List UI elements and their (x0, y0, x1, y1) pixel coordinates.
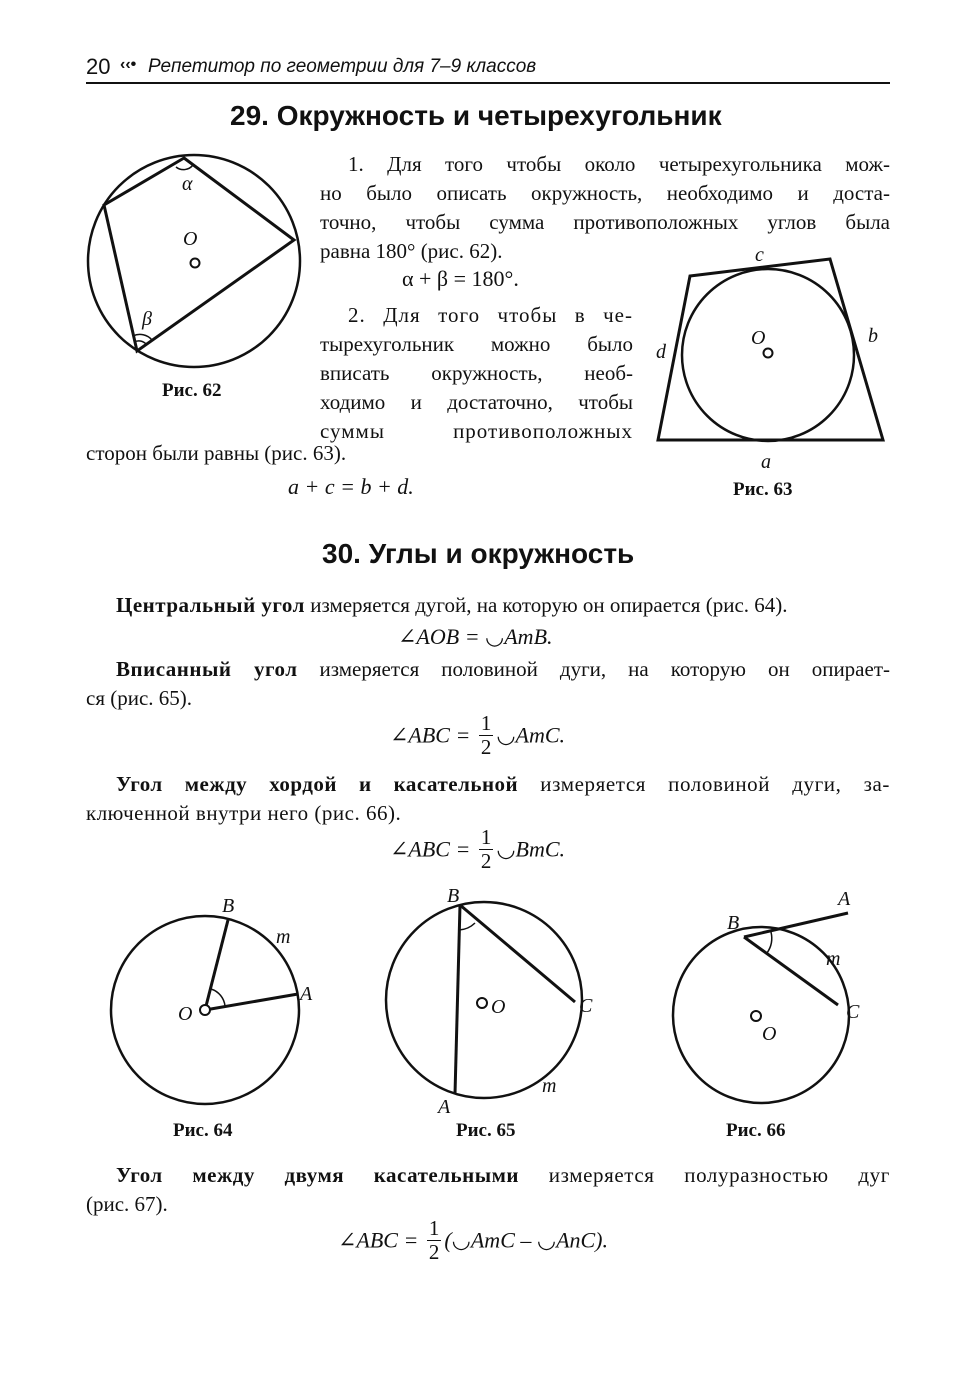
chord-bc (460, 905, 575, 1002)
inscribed-angle-text (86, 655, 890, 713)
inscribed-line-1 (86, 655, 890, 684)
fig66-caption: Рис. 66 (726, 1120, 786, 1141)
label-center: O (183, 228, 198, 250)
paragraph-2 (320, 301, 633, 446)
label-c: c (755, 244, 764, 266)
central-angle-formula: ∠AOB = ◡AmB. (398, 624, 553, 649)
two-tangents-line-1 (86, 1161, 890, 1190)
p2-line: ходимо и достаточно, чтобы (320, 390, 633, 414)
central-angle-text (116, 591, 788, 620)
section-29-title: 29. Окружность и четырехугольник (230, 100, 722, 131)
chord-tangent-term: Угол между хордой и касательной (116, 772, 519, 796)
p2-line: 2. Для того чтобы в че- (348, 303, 633, 327)
chord-tangent-text (86, 770, 890, 828)
two-tangents-line-2: (рис. 67). (86, 1192, 168, 1216)
fraction-half (427, 1217, 442, 1264)
chord-tangent-desc: измеряется половиной дуги, за- (518, 772, 890, 796)
inscribed-angle-term: Вписанный угол (116, 657, 298, 681)
label-m: m (276, 926, 291, 948)
section-30-title: 30. Углы и окружность (322, 538, 635, 569)
p2-line: суммы противоположных (320, 419, 633, 443)
fig62-caption: Рис. 62 (162, 380, 222, 401)
formula-right: ◡BmC. (496, 836, 566, 862)
formula-left: ∠ABC = (390, 836, 471, 862)
radius-oa (205, 994, 298, 1010)
inscribed-quadrilateral (104, 158, 294, 351)
angle-alpha-arc (176, 165, 193, 170)
label-o: O (178, 1003, 193, 1025)
label-o: O (491, 996, 506, 1018)
label-b: B (447, 885, 460, 907)
label-a: a (761, 451, 771, 473)
inscribed-angle-formula (390, 712, 565, 759)
chord-ba (455, 905, 460, 1094)
header-rule (86, 82, 890, 84)
fraction-half (479, 712, 494, 759)
fig63-caption: Рис. 63 (733, 479, 793, 500)
formula-right: ◡AmC. (496, 722, 566, 748)
label-c: C (579, 995, 593, 1017)
figure-66 (660, 885, 900, 1120)
running-header (86, 52, 890, 82)
denominator: 2 (428, 1240, 440, 1264)
denominator: 2 (480, 849, 492, 873)
figure-63 (650, 240, 890, 475)
label-d: d (656, 341, 666, 363)
label-a: A (838, 888, 851, 910)
angle-arc (767, 932, 772, 953)
p1-line: но было описать окружность, необходимо и доста- (320, 181, 890, 205)
formula-right: (◡AmC – ◡AnC). (444, 1227, 609, 1253)
p1-line: точно, чтобы сумма противоположных углов была (320, 210, 890, 234)
header-ornament: ‹‹• (120, 56, 137, 73)
formula-sides: a + c = b + d. (288, 474, 414, 499)
label-alpha: α (182, 173, 193, 195)
formula-left: ∠ABC = (390, 722, 471, 748)
chord-bc (744, 937, 841, 1005)
angle-arc (211, 989, 225, 1006)
fig64-caption: Рис. 64 (173, 1120, 233, 1141)
figure-65 (370, 880, 610, 1125)
center-point (200, 1005, 210, 1015)
center-point (191, 259, 200, 268)
page-number: 20 (86, 54, 111, 79)
fraction-half (479, 826, 494, 873)
p2-line: вписать окружность, необ- (320, 361, 633, 385)
center-point (764, 349, 773, 358)
label-center: O (751, 327, 766, 349)
label-m: m (542, 1075, 557, 1097)
formula-left: ∠ABC = (338, 1227, 419, 1253)
inscribed-angle-desc: измеряется половиной дуги, на которую он опирает- (297, 657, 890, 681)
figure-64 (100, 890, 330, 1120)
label-o: O (762, 1023, 777, 1045)
label-b: b (868, 325, 878, 347)
book-title: Репетитор по геометрии для 7–9 классов (148, 56, 537, 77)
label-a: A (300, 983, 313, 1005)
center-point (751, 1011, 761, 1021)
inscribed-line-2: ся (рис. 65). (86, 686, 193, 710)
numerator: 1 (480, 711, 492, 735)
radius-ob (205, 920, 228, 1010)
two-tangents-text (86, 1161, 890, 1219)
formula-alpha-beta: α + β = 180°. (402, 266, 519, 291)
chord-tangent-formula (390, 826, 565, 873)
chord-tangent-line-1 (86, 770, 890, 799)
label-a: A (438, 1096, 451, 1118)
denominator: 2 (480, 735, 492, 759)
p1-line: 1. Для того чтобы около четырехугольника мож- (348, 152, 890, 176)
label-b: B (222, 895, 235, 917)
figure-62 (80, 148, 310, 388)
label-c: C (846, 1001, 860, 1023)
p2-last-line: сторон были равны (рис. 63). (86, 441, 347, 465)
label-b: B (727, 912, 740, 934)
two-tangents-term: Угол между двумя касательными (116, 1163, 520, 1187)
fig65-caption: Рис. 65 (456, 1120, 516, 1141)
chord-tangent-line-2: ключенной внутри него (рис. 66). (86, 801, 402, 825)
p2-line: тырехугольник можно было (320, 332, 633, 356)
angle-arc (459, 923, 475, 930)
label-m: m (826, 948, 841, 970)
two-tangents-desc: измеряется полуразностью дуг (519, 1163, 890, 1187)
p1-line: равна 180° (рис. 62). (320, 239, 503, 263)
label-beta: β (142, 308, 152, 330)
center-point (477, 998, 487, 1008)
two-tangents-formula (338, 1217, 608, 1264)
central-angle-desc: измеряется дугой, на которую он опирается (рис. 64). (304, 593, 788, 617)
numerator: 1 (480, 825, 492, 849)
central-angle-term: Центральный угол (116, 593, 305, 617)
numerator: 1 (428, 1216, 440, 1240)
